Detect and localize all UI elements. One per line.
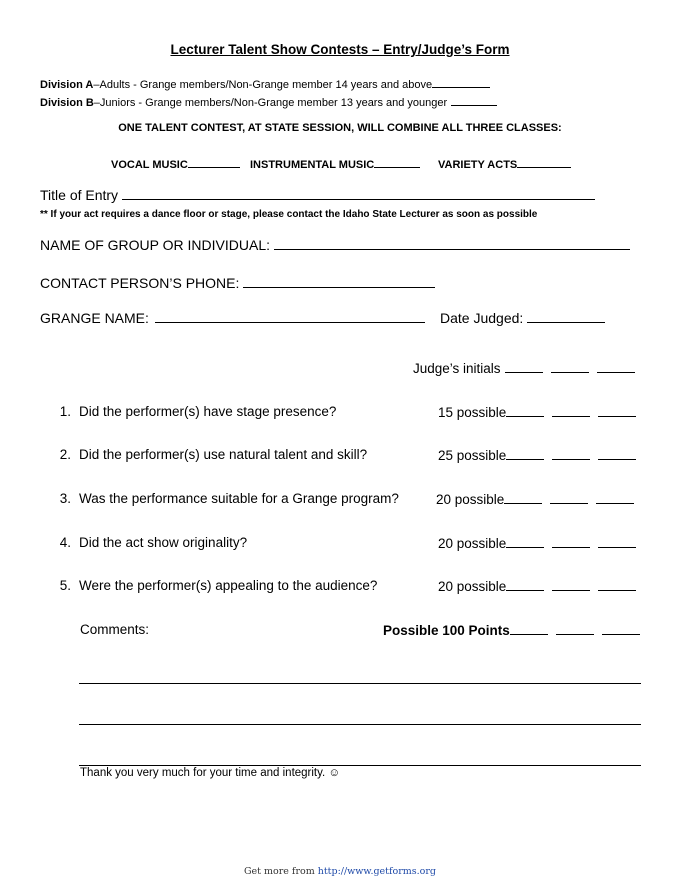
question-text: Did the performer(s) have stage presence? xyxy=(79,404,337,419)
score-blank-1[interactable] xyxy=(506,535,544,548)
question-number: 3. xyxy=(59,491,71,506)
total-blank-2[interactable] xyxy=(556,622,594,635)
division-a-text: –Adults - Grange members/Non-Grange member 14 years and above xyxy=(93,79,433,91)
points-label: 20 possible xyxy=(436,492,505,507)
question-text: Did the act show originality? xyxy=(79,535,248,550)
score-blank-2[interactable] xyxy=(552,535,590,548)
class-vocal-label: VOCAL MUSIC xyxy=(111,159,188,171)
question-number: 5. xyxy=(59,578,71,593)
group-name-label: NAME OF GROUP OR INDIVIDUAL: xyxy=(40,237,270,253)
score-blank-1[interactable] xyxy=(506,404,544,417)
question-1-score xyxy=(438,404,636,420)
points-label: 20 possible xyxy=(438,536,507,551)
question-text: Was the performance suitable for a Grange program? xyxy=(79,491,399,506)
date-judged-row xyxy=(440,310,605,326)
question-2-score xyxy=(438,447,636,463)
group-name-input[interactable] xyxy=(274,237,630,250)
score-blank-3[interactable] xyxy=(598,404,636,417)
judge-initial-blank-1[interactable] xyxy=(505,360,543,373)
division-b-text: –Juniors - Grange members/Non-Grange member 13 years and younger xyxy=(93,97,448,109)
date-judged-input[interactable] xyxy=(527,310,605,323)
division-a-line xyxy=(40,75,490,91)
question-2 xyxy=(51,447,367,462)
score-blank-3[interactable] xyxy=(598,578,636,591)
judge-initial-blank-2[interactable] xyxy=(551,360,589,373)
score-blank-3[interactable] xyxy=(598,447,636,460)
score-blank-2[interactable] xyxy=(550,491,588,504)
judges-initials-label: Judge’s initials xyxy=(413,361,501,376)
judge-initial-blank-3[interactable] xyxy=(597,360,635,373)
title-of-entry-label: Title of Entry xyxy=(40,187,119,203)
grange-name-input[interactable] xyxy=(155,310,425,323)
footer-link[interactable]: http://www.getforms.org xyxy=(317,866,437,877)
score-blank-1[interactable] xyxy=(506,578,544,591)
score-blank-1[interactable] xyxy=(504,491,542,504)
class-instrumental-music xyxy=(250,155,420,171)
footer-prefix: Get more from xyxy=(243,866,318,877)
comment-line-1[interactable] xyxy=(79,683,641,684)
question-4 xyxy=(51,535,247,550)
class-vocal-blank[interactable] xyxy=(188,155,240,168)
question-1 xyxy=(51,404,336,419)
judges-initials-row xyxy=(413,360,635,376)
score-blank-2[interactable] xyxy=(552,404,590,417)
question-3 xyxy=(51,491,399,506)
division-b-blank[interactable] xyxy=(451,93,497,106)
page-footer xyxy=(0,866,680,877)
class-vocal-music xyxy=(111,155,240,171)
class-instrumental-label: INSTRUMENTAL MUSIC xyxy=(250,159,375,171)
total-points-row xyxy=(383,622,640,638)
class-variety-acts xyxy=(438,155,571,171)
points-label: 20 possible xyxy=(438,579,507,594)
total-blank-3[interactable] xyxy=(602,622,640,635)
contact-phone-label: CONTACT PERSON’S PHONE: xyxy=(40,275,240,291)
contact-phone-row xyxy=(40,275,435,291)
page-title: Lecturer Talent Show Contests – Entry/Judge’s Form xyxy=(170,42,510,57)
class-instrumental-blank[interactable] xyxy=(374,155,420,168)
question-3-score xyxy=(436,491,634,507)
question-text: Were the performer(s) appealing to the audience? xyxy=(79,578,378,593)
score-blank-1[interactable] xyxy=(506,447,544,460)
title-of-entry-input[interactable] xyxy=(122,187,595,200)
date-judged-label: Date Judged: xyxy=(440,310,524,326)
question-text: Did the performer(s) use natural talent and skill? xyxy=(79,447,368,462)
score-blank-3[interactable] xyxy=(598,535,636,548)
question-5 xyxy=(51,578,377,593)
division-b-line xyxy=(40,93,497,109)
dance-floor-note: ** If your act requires a dance floor or stage, please contact the Idaho State Lecturer as soon as possible xyxy=(40,209,538,220)
group-name-row xyxy=(40,237,630,253)
total-points-label: Possible 100 Points xyxy=(383,623,510,638)
score-blank-2[interactable] xyxy=(552,447,590,460)
grange-name-label: GRANGE NAME: xyxy=(40,310,149,326)
division-a-blank[interactable] xyxy=(432,75,490,88)
division-b-label: Division B xyxy=(40,97,94,109)
points-label: 15 possible xyxy=(438,405,507,420)
title-of-entry-row xyxy=(40,187,595,203)
comment-line-3[interactable] xyxy=(79,765,641,766)
score-blank-2[interactable] xyxy=(552,578,590,591)
combine-note: ONE TALENT CONTEST, AT STATE SESSION, WILL COMBINE ALL THREE CLASSES: xyxy=(118,122,562,134)
question-5-score xyxy=(438,578,636,594)
question-4-score xyxy=(438,535,636,551)
comment-line-2[interactable] xyxy=(79,724,641,725)
total-blank-1[interactable] xyxy=(510,622,548,635)
grange-name-row xyxy=(40,310,425,326)
question-number: 2. xyxy=(59,447,71,462)
score-blank-3[interactable] xyxy=(596,491,634,504)
comments-label: Comments: xyxy=(80,622,150,637)
contact-phone-input[interactable] xyxy=(243,275,435,288)
class-variety-label: VARIETY ACTS xyxy=(438,159,518,171)
question-number: 1. xyxy=(59,404,71,419)
division-a-label: Division A xyxy=(40,79,94,91)
thank-you-note: Thank you very much for your time and integrity. ☺ xyxy=(80,767,341,779)
class-variety-blank[interactable] xyxy=(517,155,571,168)
question-number: 4. xyxy=(59,535,71,550)
points-label: 25 possible xyxy=(438,448,507,463)
